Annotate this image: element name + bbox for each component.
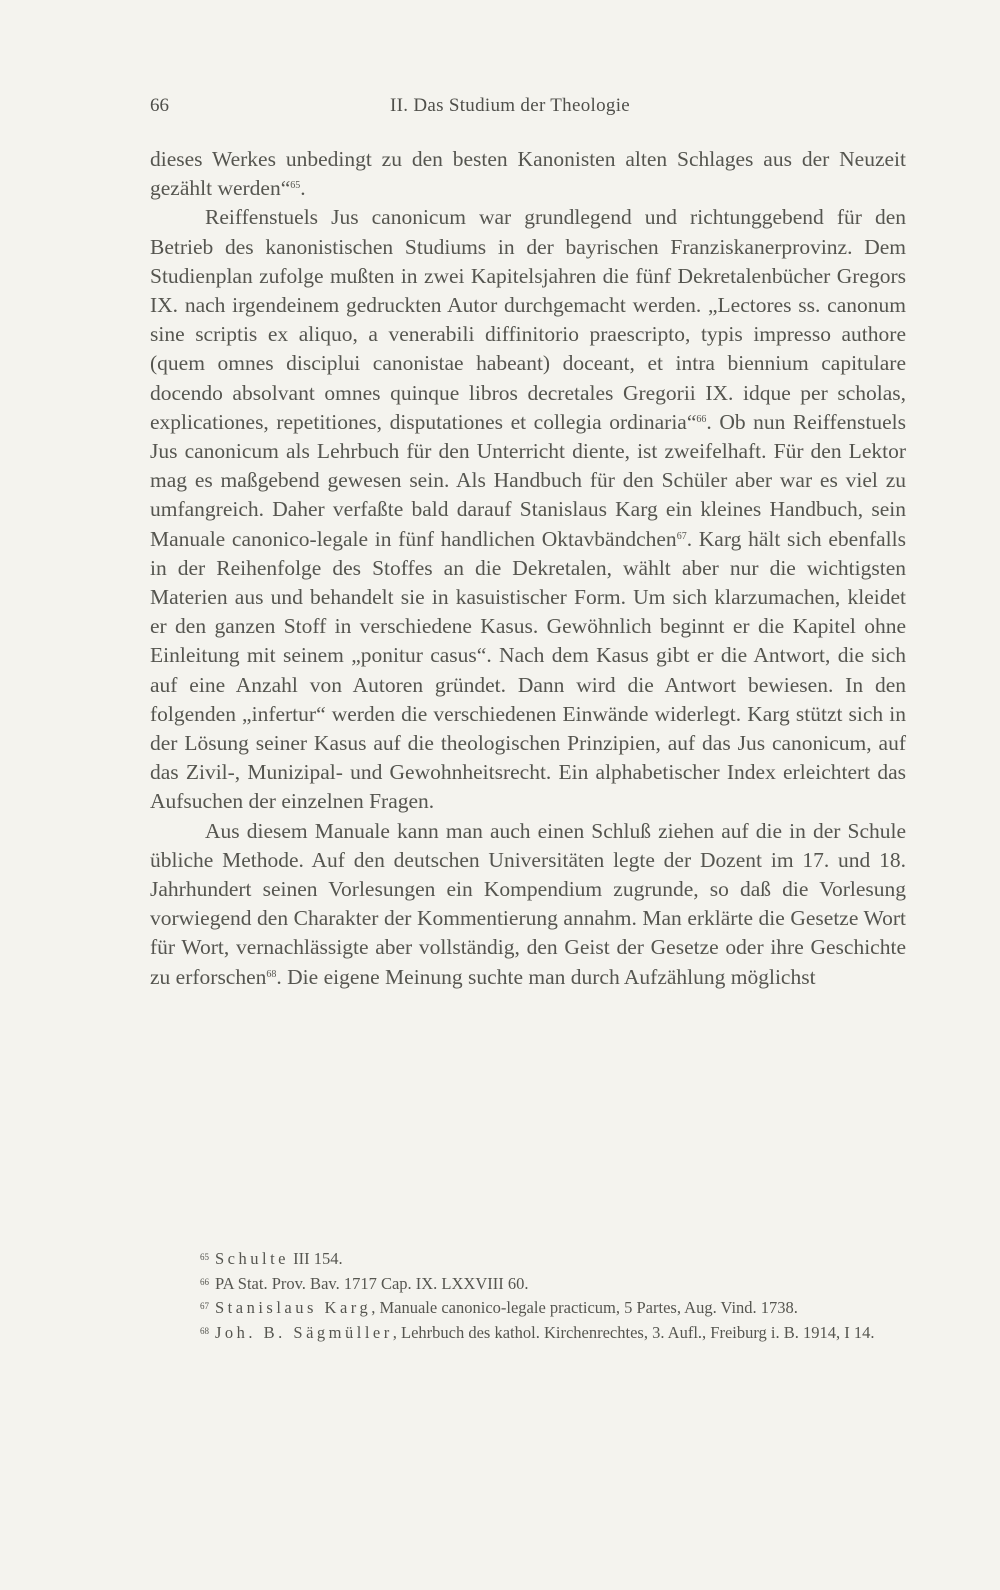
footnote-ref-68: 68 [266,968,277,980]
paragraph-2: Reiffenstuels Jus canonicum war grundlegend und richtunggebend für den Betrieb des kanonistischen Studiums in der bayrischen Franziskanerprovinz. Dem Studienplan zufolge mußten in zwei Kapitelsjahren die fünf Dekretalenbücher Gregors IX. nach irgendeinem gedruckten Autor durchgemacht werden. „Lectores ss. canonum sine scriptis ex aliquo, a venerabili diffinitorio praescripto, typis impresso authore (quem omnes disciplui canonistae habeant) doceant, et intra biennium capitulare docendo absolvant omnes quinque libros decretales Gregorii IX. idque per scholas, explicationes, repetitiones, disputationes et collegia ordinaria“$^{66}$. Ob nun Reiffenstuels Jus canonicum als Lehrbuch für den Unterricht diente, ist zweifelhaft. Für den Lektor mag es maßgebend gewesen sein. Als Handbuch für den Schüler aber war es viel zu umfangreich. Daher verfaßte bald darauf Stanislaus Karg ein kleines Handbuch, sein Manuale canonico-legale in fünf handlichen Oktavbändchen$^{67}$. Karg hält sich ebenfalls in der Reihenfolge des Stoffes an die Dekretalen, wählt aber nur die wichtigsten Materien aus und behandelt sie in kasuistischer Form. Um sich klarzumachen, kleidet er den ganzen Stoff in verschiedene Kasus. Gewöhnlich beginnt er die Kapitel ohne Einleitung mit seinem „ponitur casus“. Nach dem Kasus gibt er die Antwort, die sich auf eine Anzahl von Autoren gründet. Dann wird die Antwort bewiesen. In den folgenden „infertur“ werden die verschiedenen Einwände widerlegt. Karg stützt sich in der Lösung seiner Kasus auf die theologischen Prinzipien, auf das Jus canonicum, auf das Zivil-, Munizipal- und Gewohnheitsrecht. Ein alphabetischer Index erleichtert das Aufsuchen der einzelnen Fragen. [150,205,906,814]
footnote-author: Schulte [215,1249,289,1268]
page-header [150,95,905,125]
body-text [150,145,906,992]
footnote-author: Joh. B. Sägmüller [215,1322,393,1342]
footnotes [150,1247,906,1345]
footnote-author: Stanislaus Karg [215,1298,372,1318]
footnote-ref-65: 65 [290,180,301,192]
footnote-66: $^{66}$ PA Stat. Prov. Bav. 1717 Cap. IX. LXXVIII 60. [200,1273,529,1293]
footnote-67: $^{67}$ Stanislaus Karg, Manuale canonico-legale practicum, 5 Partes, Aug. Vind. 1738. [200,1298,798,1318]
footnote-ref-67: 67 [676,530,687,542]
footnote-65: $^{65}$ Schulte III 154. [200,1249,343,1268]
footnote-68: $^{68}$ Joh. B. Sägmüller, Lehrbuch des kathol. Kirchenrechtes, 3. Aufl., Freiburg i. B. 1914, I 14. [200,1322,875,1342]
paragraph-1: dieses Werkes unbedingt zu den besten Kanonisten alten Schlages aus der Neuzeit gezählt werden“$^{65}$. [150,147,906,201]
paragraph-3: Aus diesem Manuale kann man auch einen Schluß ziehen auf die in der Schule übliche Methode. Auf den deutschen Universitäten legte der Dozent im 17. und 18. Jahrhundert seinen Vorlesungen ein Kompendium zugrunde, so daß die Vorlesung vorwiegend den Charakter der Kommentierung annahm. Man erklärte die Gesetze Wort für Wort, vernachlässigte aber vollständig, den Geist der Gesetze oder ihre Geschichte zu erforschen$^{68}$. Die eigene Meinung suchte man durch Aufzählung möglichst [150,818,906,989]
footnote-ref-66: 66 [696,413,707,425]
running-title: II. Das Studium der Theologie [390,95,631,116]
page-number: 66 [150,95,169,116]
